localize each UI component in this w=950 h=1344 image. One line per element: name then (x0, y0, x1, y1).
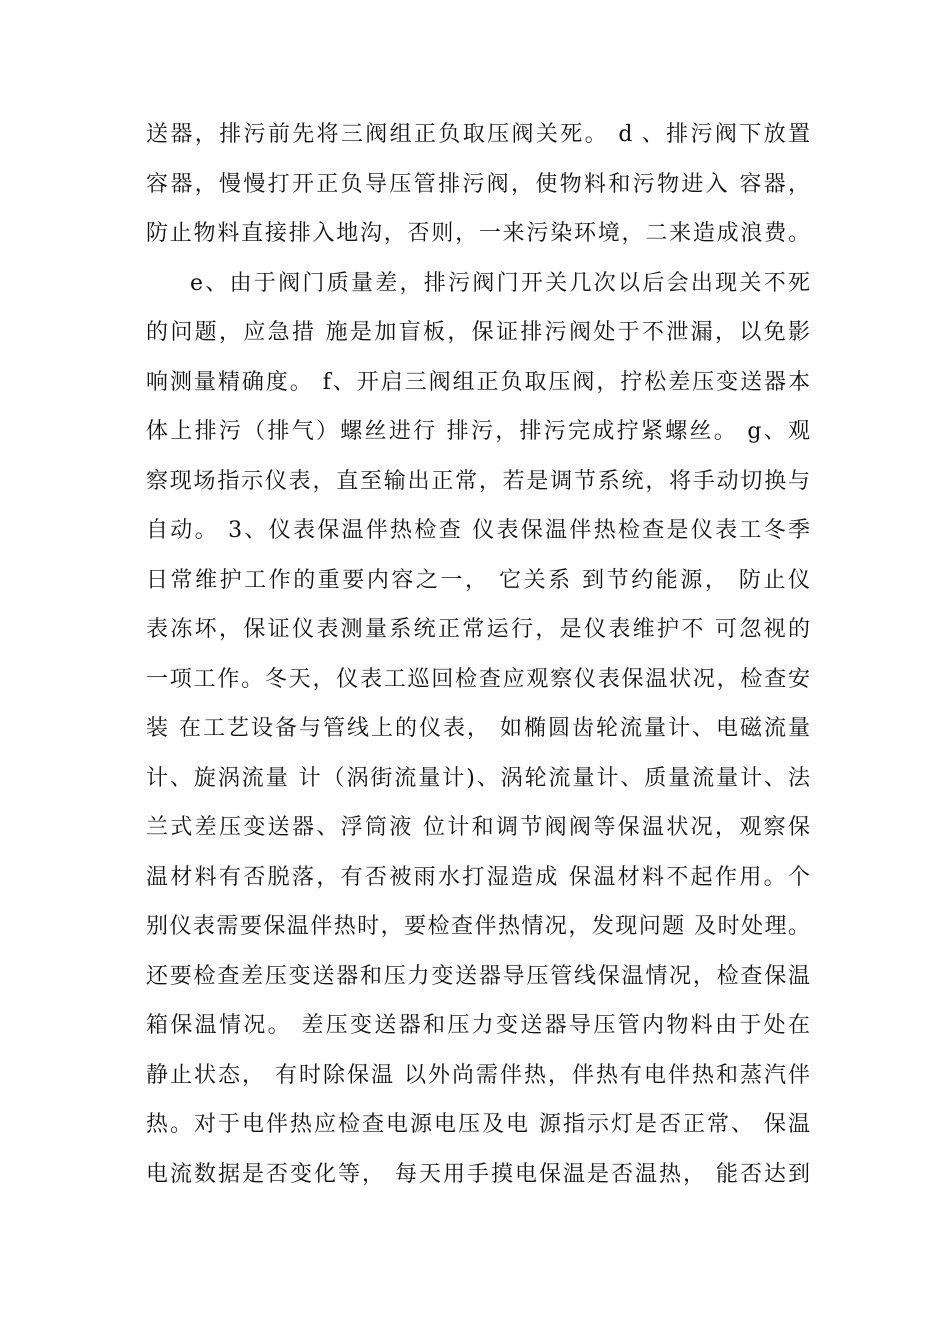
text-line: 温材料有否脱落，有否被雨水打湿造成 保温材料不起作用。个 (146, 864, 810, 890)
text-line: 别仪表需要保温伴热时，要检查伴热情况，发现问题 及时处理。 (146, 914, 810, 939)
text-line: 电流数据是否变化等， 每天用手摸电保温是否温热， 能否达到 (146, 1161, 810, 1187)
text-line: 还要检查差压变送器和压力变送器导压管线保温情况，检查保温 (146, 963, 810, 989)
text-line: 装 在工艺设备与管线上的仪表， 如椭圆齿轮流量计、电磁流量 (146, 716, 810, 741)
text-line: 计、旋涡流量 计（涡街流量计)、涡轮流量计、质量流量计、法 (146, 765, 810, 791)
text-line: 静止状态， 有时除保温 以外尚需伴热，伴热有电伴热和蒸汽伴 (146, 1062, 810, 1088)
text-line: 送器，排污前先将三阀组正负取压阀关死。 d 、排污阀下放置 (146, 122, 810, 147)
text-line: 响测量精确度。 f、开启三阀组正负取压阀，拧松差压变送器本 (146, 369, 810, 395)
text-line: 热。对于电伴热应检查电源电压及电 源指示灯是否正常、 保温 (146, 1112, 810, 1137)
text-line: 体上排污（排气）螺丝进行 排污，排污完成拧紧螺丝。 g、观 (146, 419, 810, 444)
text-line: 箱保温情况。 差压变送器和压力变送器导压管内物料由于处在 (146, 1013, 810, 1038)
text-line: 察现场指示仪表，直至输出正常，若是调节系统，将手动切换与 (146, 468, 810, 494)
text-line: 防止物料直接排入地沟，否则，一来污染环境，二来造成浪费。 (146, 221, 810, 246)
text-line: 表冻坏，保证仪表测量系统正常运行，是仪表维护不 可忽视的 (146, 617, 810, 642)
text-line: 一项工作。冬天，仪表工巡回检查应观察仪表保温状况，检查安 (146, 666, 810, 692)
text-line: 兰式差压变送器、浮筒液 位计和调节阀阀等保温状况，观察保 (146, 815, 810, 840)
text-line: 容器，慢慢打开正负导压管排污阀，使物料和污物进入 容器， (146, 171, 810, 197)
text-line: 自动。 3、仪表保温伴热检查 仪表保温伴热检查是仪表工冬季 (146, 518, 810, 543)
body-text (146, 110, 810, 1199)
paragraph-first-line: e、由于阀门质量差，排污阀门开关几次以后会出现关不死 (190, 270, 810, 296)
text-line: 日常维护工作的重要内容之一， 它关系 到节约能源， 防止仪 (146, 567, 810, 593)
text-line: 的问题，应急措 施是加盲板，保证排污阀处于不泄漏，以免影 (146, 320, 810, 345)
